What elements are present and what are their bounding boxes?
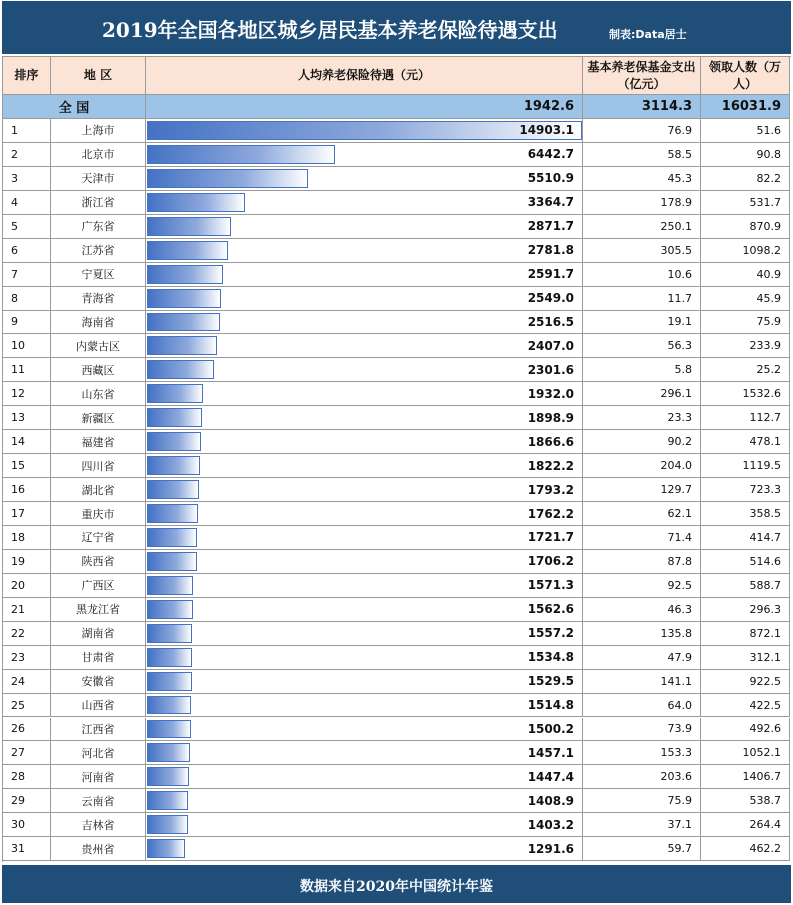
row-region: 山东省	[51, 382, 146, 406]
total-per-capita: 1942.6	[146, 95, 583, 119]
row-recipients: 296.3	[701, 598, 790, 622]
row-recipients: 414.7	[701, 526, 790, 550]
row-expenditure: 71.4	[583, 526, 701, 550]
row-bar-cell	[146, 598, 583, 622]
per-capita-bar	[147, 241, 228, 260]
row-rank: 29	[3, 789, 51, 813]
row-region: 广西区	[51, 574, 146, 598]
per-capita-bar	[147, 169, 308, 188]
per-capita-value: 1793.2	[527, 482, 574, 497]
row-recipients: 1119.5	[701, 454, 790, 478]
row-expenditure: 204.0	[583, 454, 701, 478]
row-expenditure: 64.0	[583, 694, 701, 718]
per-capita-value: 2301.6	[527, 362, 574, 377]
row-region: 海南省	[51, 311, 146, 335]
row-recipients: 1098.2	[701, 239, 790, 263]
row-expenditure: 153.3	[583, 741, 701, 765]
row-recipients: 723.3	[701, 478, 790, 502]
row-bar-cell	[146, 239, 583, 263]
row-rank: 4	[3, 191, 51, 215]
per-capita-value: 1721.7	[527, 530, 574, 545]
row-rank: 22	[3, 622, 51, 646]
row-rank: 27	[3, 741, 51, 765]
per-capita-bar	[147, 600, 193, 619]
row-recipients: 1406.7	[701, 765, 790, 789]
row-region: 甘肃省	[51, 646, 146, 670]
total-region: 全 国	[3, 95, 146, 119]
row-rank: 7	[3, 263, 51, 287]
row-recipients: 25.2	[701, 358, 790, 382]
row-expenditure: 135.8	[583, 622, 701, 646]
row-recipients: 531.7	[701, 191, 790, 215]
row-recipients: 112.7	[701, 406, 790, 430]
per-capita-value: 2871.7	[527, 219, 574, 234]
row-region: 河南省	[51, 765, 146, 789]
row-region: 湖北省	[51, 478, 146, 502]
row-region: 辽宁省	[51, 526, 146, 550]
row-expenditure: 11.7	[583, 287, 701, 311]
per-capita-bar	[147, 552, 197, 571]
per-capita-value: 1571.3	[527, 578, 574, 593]
row-region: 青海省	[51, 287, 146, 311]
header-rank: 排序	[3, 57, 51, 95]
row-region: 天津市	[51, 167, 146, 191]
row-rank: 8	[3, 287, 51, 311]
row-bar-cell	[146, 670, 583, 694]
row-recipients: 264.4	[701, 813, 790, 837]
row-rank: 20	[3, 574, 51, 598]
row-expenditure: 58.5	[583, 143, 701, 167]
row-recipients: 1052.1	[701, 741, 790, 765]
row-bar-cell	[146, 454, 583, 478]
row-bar-cell	[146, 837, 583, 861]
per-capita-bar	[147, 791, 188, 810]
row-expenditure: 305.5	[583, 239, 701, 263]
row-bar-cell	[146, 311, 583, 335]
per-capita-bar	[147, 145, 335, 164]
per-capita-bar	[147, 265, 223, 284]
row-expenditure: 87.8	[583, 550, 701, 574]
row-expenditure: 296.1	[583, 382, 701, 406]
row-region: 吉林省	[51, 813, 146, 837]
row-expenditure: 129.7	[583, 478, 701, 502]
row-expenditure: 250.1	[583, 215, 701, 239]
row-bar-cell	[146, 143, 583, 167]
per-capita-value: 14903.1	[519, 123, 574, 138]
row-region: 江西省	[51, 718, 146, 742]
row-bar-cell	[146, 622, 583, 646]
row-rank: 11	[3, 358, 51, 382]
row-bar-cell	[146, 765, 583, 789]
per-capita-value: 2781.8	[527, 243, 574, 258]
row-region: 四川省	[51, 454, 146, 478]
row-rank: 5	[3, 215, 51, 239]
row-recipients: 90.8	[701, 143, 790, 167]
row-expenditure: 47.9	[583, 646, 701, 670]
row-bar-cell	[146, 502, 583, 526]
row-region: 浙江省	[51, 191, 146, 215]
per-capita-bar	[147, 217, 231, 236]
row-region: 黑龙江省	[51, 598, 146, 622]
row-region: 山西省	[51, 694, 146, 718]
per-capita-bar	[147, 408, 202, 427]
per-capita-bar	[147, 384, 203, 403]
per-capita-value: 1562.6	[527, 602, 574, 617]
per-capita-value: 1291.6	[527, 841, 574, 856]
credit-label: 制表:Data居士	[609, 28, 687, 41]
row-rank: 9	[3, 311, 51, 335]
per-capita-value: 1932.0	[527, 386, 574, 401]
row-region: 云南省	[51, 789, 146, 813]
per-capita-bar	[147, 504, 198, 523]
per-capita-value: 1403.2	[527, 817, 574, 832]
row-region: 安徽省	[51, 670, 146, 694]
row-expenditure: 5.8	[583, 358, 701, 382]
row-rank: 1	[3, 119, 51, 143]
per-capita-value: 1447.4	[527, 769, 574, 784]
row-bar-cell	[146, 813, 583, 837]
per-capita-bar	[147, 360, 214, 379]
row-region: 陕西省	[51, 550, 146, 574]
row-expenditure: 203.6	[583, 765, 701, 789]
per-capita-value: 1557.2	[527, 626, 574, 641]
row-region: 宁夏区	[51, 263, 146, 287]
per-capita-value: 1706.2	[527, 554, 574, 569]
per-capita-value: 2516.5	[527, 314, 574, 329]
data-table	[2, 56, 791, 862]
row-expenditure: 23.3	[583, 406, 701, 430]
per-capita-value: 1500.2	[527, 721, 574, 736]
row-recipients: 422.5	[701, 694, 790, 718]
per-capita-value: 6442.7	[527, 147, 574, 162]
row-rank: 21	[3, 598, 51, 622]
per-capita-bar	[147, 839, 185, 858]
row-bar-cell	[146, 167, 583, 191]
per-capita-bar	[147, 767, 189, 786]
row-rank: 12	[3, 382, 51, 406]
per-capita-value: 1514.8	[527, 698, 574, 713]
row-rank: 25	[3, 694, 51, 718]
per-capita-bar	[147, 456, 200, 475]
row-expenditure: 141.1	[583, 670, 701, 694]
row-rank: 15	[3, 454, 51, 478]
row-recipients: 82.2	[701, 167, 790, 191]
row-rank: 3	[3, 167, 51, 191]
per-capita-value: 3364.7	[527, 195, 574, 210]
row-expenditure: 19.1	[583, 311, 701, 335]
per-capita-value: 1866.6	[527, 434, 574, 449]
row-expenditure: 76.9	[583, 119, 701, 143]
row-expenditure: 45.3	[583, 167, 701, 191]
per-capita-bar	[147, 815, 188, 834]
row-expenditure: 37.1	[583, 813, 701, 837]
per-capita-bar	[147, 121, 582, 140]
per-capita-value: 1822.2	[527, 458, 574, 473]
row-region: 河北省	[51, 741, 146, 765]
row-recipients: 588.7	[701, 574, 790, 598]
title-banner	[2, 1, 791, 54]
row-expenditure: 59.7	[583, 837, 701, 861]
per-capita-bar	[147, 672, 192, 691]
row-region: 贵州省	[51, 837, 146, 861]
row-region: 广东省	[51, 215, 146, 239]
header-recipients: 领取人数（万人）	[701, 57, 790, 95]
per-capita-bar	[147, 289, 221, 308]
row-expenditure: 75.9	[583, 789, 701, 813]
per-capita-bar	[147, 193, 245, 212]
row-recipients: 462.2	[701, 837, 790, 861]
row-rank: 23	[3, 646, 51, 670]
row-rank: 10	[3, 334, 51, 358]
per-capita-bar	[147, 648, 192, 667]
row-region: 湖南省	[51, 622, 146, 646]
row-region: 西藏区	[51, 358, 146, 382]
row-bar-cell	[146, 789, 583, 813]
row-expenditure: 46.3	[583, 598, 701, 622]
row-recipients: 514.6	[701, 550, 790, 574]
row-recipients: 492.6	[701, 718, 790, 742]
row-bar-cell	[146, 191, 583, 215]
per-capita-value: 1762.2	[527, 506, 574, 521]
per-capita-bar	[147, 696, 191, 715]
per-capita-bar	[147, 313, 220, 332]
per-capita-value: 1408.9	[527, 793, 574, 808]
row-region: 新疆区	[51, 406, 146, 430]
row-expenditure: 178.9	[583, 191, 701, 215]
per-capita-bar	[147, 528, 197, 547]
row-rank: 24	[3, 670, 51, 694]
row-recipients: 478.1	[701, 430, 790, 454]
row-rank: 17	[3, 502, 51, 526]
row-rank: 31	[3, 837, 51, 861]
per-capita-bar	[147, 720, 191, 739]
row-bar-cell	[146, 430, 583, 454]
per-capita-bar	[147, 432, 201, 451]
per-capita-bar	[147, 743, 190, 762]
row-expenditure: 92.5	[583, 574, 701, 598]
row-recipients: 51.6	[701, 119, 790, 143]
row-expenditure: 90.2	[583, 430, 701, 454]
row-bar-cell	[146, 478, 583, 502]
total-recipients: 16031.9	[701, 95, 790, 119]
row-bar-cell	[146, 526, 583, 550]
row-recipients: 358.5	[701, 502, 790, 526]
row-bar-cell	[146, 119, 583, 143]
row-rank: 13	[3, 406, 51, 430]
row-bar-cell	[146, 550, 583, 574]
header-per-capita: 人均养老保险待遇（元）	[146, 57, 583, 95]
per-capita-value: 2407.0	[527, 338, 574, 353]
row-bar-cell	[146, 694, 583, 718]
row-region: 内蒙古区	[51, 334, 146, 358]
per-capita-bar	[147, 336, 217, 355]
row-bar-cell	[146, 287, 583, 311]
row-rank: 26	[3, 718, 51, 742]
row-region: 福建省	[51, 430, 146, 454]
row-region: 北京市	[51, 143, 146, 167]
row-region: 江苏省	[51, 239, 146, 263]
row-expenditure: 10.6	[583, 263, 701, 287]
row-expenditure: 73.9	[583, 718, 701, 742]
total-expenditure: 3114.3	[583, 95, 701, 119]
row-recipients: 872.1	[701, 622, 790, 646]
row-bar-cell	[146, 406, 583, 430]
row-bar-cell	[146, 646, 583, 670]
per-capita-value: 2549.0	[527, 291, 574, 306]
row-bar-cell	[146, 334, 583, 358]
row-recipients: 538.7	[701, 789, 790, 813]
row-recipients: 233.9	[701, 334, 790, 358]
row-recipients: 1532.6	[701, 382, 790, 406]
row-recipients: 870.9	[701, 215, 790, 239]
row-region: 上海市	[51, 119, 146, 143]
footer-banner	[2, 865, 791, 903]
per-capita-value: 1898.9	[527, 410, 574, 425]
row-bar-cell	[146, 382, 583, 406]
per-capita-value: 2591.7	[527, 267, 574, 282]
row-expenditure: 56.3	[583, 334, 701, 358]
row-rank: 19	[3, 550, 51, 574]
row-bar-cell	[146, 358, 583, 382]
row-bar-cell	[146, 215, 583, 239]
per-capita-bar	[147, 480, 199, 499]
row-recipients: 40.9	[701, 263, 790, 287]
row-expenditure: 62.1	[583, 502, 701, 526]
per-capita-value: 1534.8	[527, 650, 574, 665]
row-rank: 28	[3, 765, 51, 789]
row-recipients: 45.9	[701, 287, 790, 311]
row-recipients: 922.5	[701, 670, 790, 694]
row-rank: 16	[3, 478, 51, 502]
row-rank: 14	[3, 430, 51, 454]
per-capita-value: 1529.5	[527, 674, 574, 689]
per-capita-value: 5510.9	[527, 171, 574, 186]
chart-title: 2019年全国各地区城乡居民基本养老保险待遇支出	[102, 18, 558, 42]
row-bar-cell	[146, 718, 583, 742]
per-capita-bar	[147, 624, 192, 643]
source-note: 数据来自2020年中国统计年鉴	[300, 879, 493, 895]
row-rank: 6	[3, 239, 51, 263]
row-bar-cell	[146, 574, 583, 598]
row-rank: 18	[3, 526, 51, 550]
row-bar-cell	[146, 741, 583, 765]
header-expenditure: 基本养老保基金支出（亿元）	[583, 57, 701, 95]
per-capita-bar	[147, 576, 193, 595]
row-recipients: 312.1	[701, 646, 790, 670]
row-region: 重庆市	[51, 502, 146, 526]
per-capita-value: 1457.1	[527, 745, 574, 760]
row-recipients: 75.9	[701, 311, 790, 335]
row-rank: 2	[3, 143, 51, 167]
header-region: 地 区	[51, 57, 146, 95]
row-bar-cell	[146, 263, 583, 287]
row-rank: 30	[3, 813, 51, 837]
